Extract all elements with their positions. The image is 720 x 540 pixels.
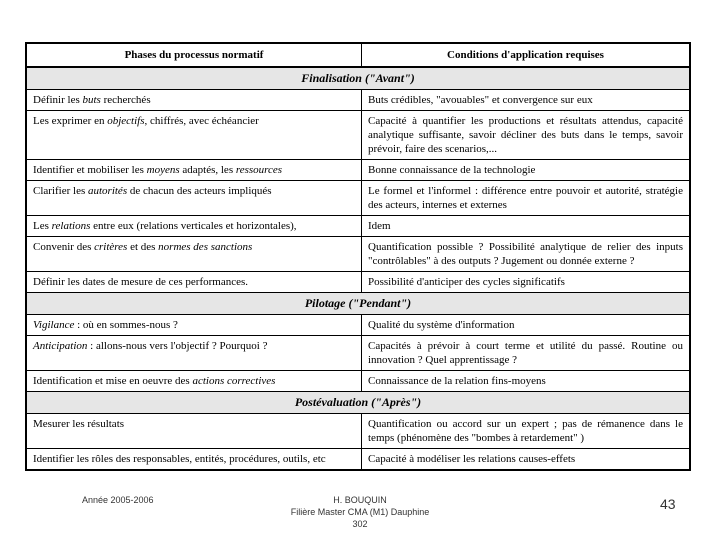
required-condition: Quantification possible ? Possibilité analytique de relier des inputs "contrôlables" à des outputs ? Jugement ou donnée externe ?: [368, 241, 683, 267]
header-phases: Phases du processus normatif: [27, 44, 362, 66]
table-row: [27, 89, 689, 110]
footer-year: Année 2005-2006: [82, 495, 154, 505]
footer-code: 302: [352, 519, 368, 529]
phase-step: Définir les dates de mesure de ces performances.: [27, 272, 362, 292]
footer-author: H. BOUQUIN: [333, 495, 387, 505]
phase-step: Les exprimer en objectifs, chiffrés, avec échéancier: [27, 111, 362, 159]
required-condition: Buts crédibles, "avouables" et convergence sur eux: [368, 94, 593, 106]
phase-title: Finalisation ("Avant"): [27, 67, 689, 89]
table-row: [27, 413, 689, 448]
required-condition: Capacité à modéliser les relations causes-effets: [368, 453, 576, 465]
phase-step: Vigilance : où en sommes-nous ?: [27, 315, 362, 335]
required-condition: Connaissance de la relation fins-moyens: [368, 375, 546, 387]
process-table: [25, 42, 691, 471]
table-header: [27, 44, 689, 67]
phase-step: Convenir des critères et des normes des sanctions: [27, 237, 362, 271]
header-conditions: Conditions d'application requises: [447, 49, 604, 61]
phase-step: Anticipation : allons-nous vers l'objectif ? Pourquoi ?: [27, 336, 362, 370]
phase-step: Définir les buts recherchés: [27, 90, 362, 110]
phase-title: Postévaluation ("Après"): [27, 391, 689, 413]
table-row: [27, 215, 689, 236]
phase-title: Pilotage ("Pendant"): [27, 292, 689, 314]
footer-program: Filière Master CMA (M1) Dauphine: [290, 507, 430, 517]
phase-step: Clarifier les autorités de chacun des acteurs impliqués: [27, 181, 362, 215]
required-condition: Bonne connaissance de la technologie: [368, 164, 536, 176]
required-condition: Qualité du système d'information: [368, 319, 515, 331]
table-row: [27, 159, 689, 180]
table-row: [27, 180, 689, 215]
table-body: [27, 67, 689, 469]
required-condition: Idem: [368, 220, 391, 232]
required-condition: Capacités à prévoir à court terme et utilité du passé. Routine ou innovation ? Quel apprentissage ?: [368, 340, 683, 366]
table-row: [27, 370, 689, 391]
page-number: 43: [660, 496, 676, 512]
required-condition: Le formel et l'informel : différence entre pouvoir et autorité, stratégie des acteurs, internes et externes: [368, 185, 683, 211]
table-row: [27, 271, 689, 292]
table-row: [27, 335, 689, 370]
phase-step: Les relations entre eux (relations verticales et horizontales),: [27, 216, 362, 236]
phase-step: Identifier les rôles des responsables, entités, procédures, outils, etc: [27, 449, 362, 469]
required-condition: Quantification ou accord sur un expert ; pas de rémanence dans le temps (phénomène des "bombes à retardement" ): [368, 418, 683, 444]
table-row: [27, 110, 689, 159]
table-row: [27, 448, 689, 469]
table-row: [27, 314, 689, 335]
required-condition: Possibilité d'anticiper des cycles significatifs: [368, 276, 565, 288]
phase-step: Mesurer les résultats: [27, 414, 362, 448]
table-row: [27, 236, 689, 271]
required-condition: Capacité à quantifier les productions et résultats attendus, capacité analytique suffisante, savoir décliner des buts dans le temps, savoir prévoir, faire des scenarios,...: [368, 115, 683, 155]
footer-author-block: [260, 494, 460, 530]
phase-step: Identification et mise en oeuvre des actions correctives: [27, 371, 362, 391]
phase-step: Identifier et mobiliser les moyens adaptés, les ressources: [27, 160, 362, 180]
